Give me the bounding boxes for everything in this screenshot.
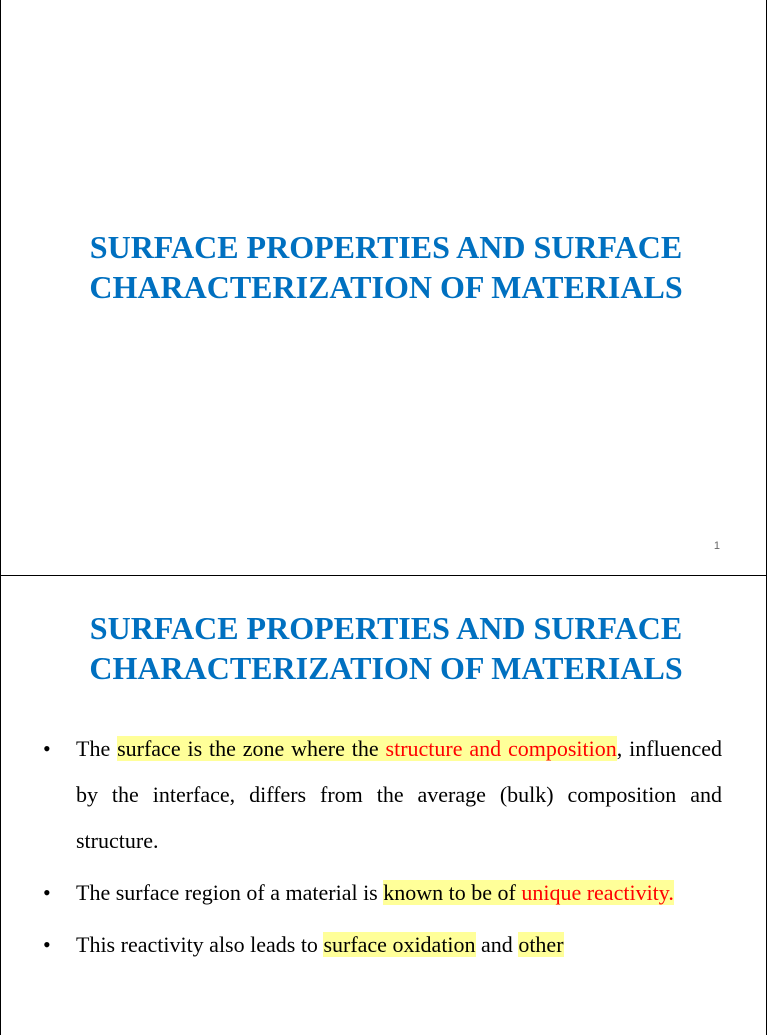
bullet-dot: • [43,932,51,957]
bullet-item [1,922,768,968]
highlighted-text: other [518,932,564,957]
slide-1-title [31,227,741,307]
bullet-text: The [76,736,118,761]
bullet-text: The surface region of a material is [76,880,384,905]
bullet-text: This reactivity also leads to [76,932,324,957]
slide-2-title-line-2: CHARACTERIZATION OF MATERIALS [89,650,683,686]
slide-2-title [31,608,741,688]
bullet-text: and [475,932,519,957]
highlighted-text: known to be of [383,880,522,905]
bullet-list [1,726,768,974]
highlighted-red-text: structure and composition [385,736,617,761]
bullet-dot: • [43,880,51,905]
slide-2-title-line-1: SURFACE PROPERTIES AND SURFACE [89,610,683,646]
slide-1-title-line-1: SURFACE PROPERTIES AND SURFACE [89,229,683,265]
bullet-dot: • [43,736,51,761]
highlighted-red-text: unique reactivity. [521,880,674,905]
bullet-item [1,870,768,916]
slide-2 [0,575,767,1035]
highlighted-text: surface is the zone where the [117,736,386,761]
slide-1-title-line-2: CHARACTERIZATION OF MATERIALS [89,269,683,305]
highlighted-text: surface oxidation [323,932,476,957]
bullet-item [1,726,768,864]
slide-number: 1 [713,540,720,552]
bullet-text: , influenced by the interface, differs from the average (bulk) composition and structure. [76,736,722,853]
